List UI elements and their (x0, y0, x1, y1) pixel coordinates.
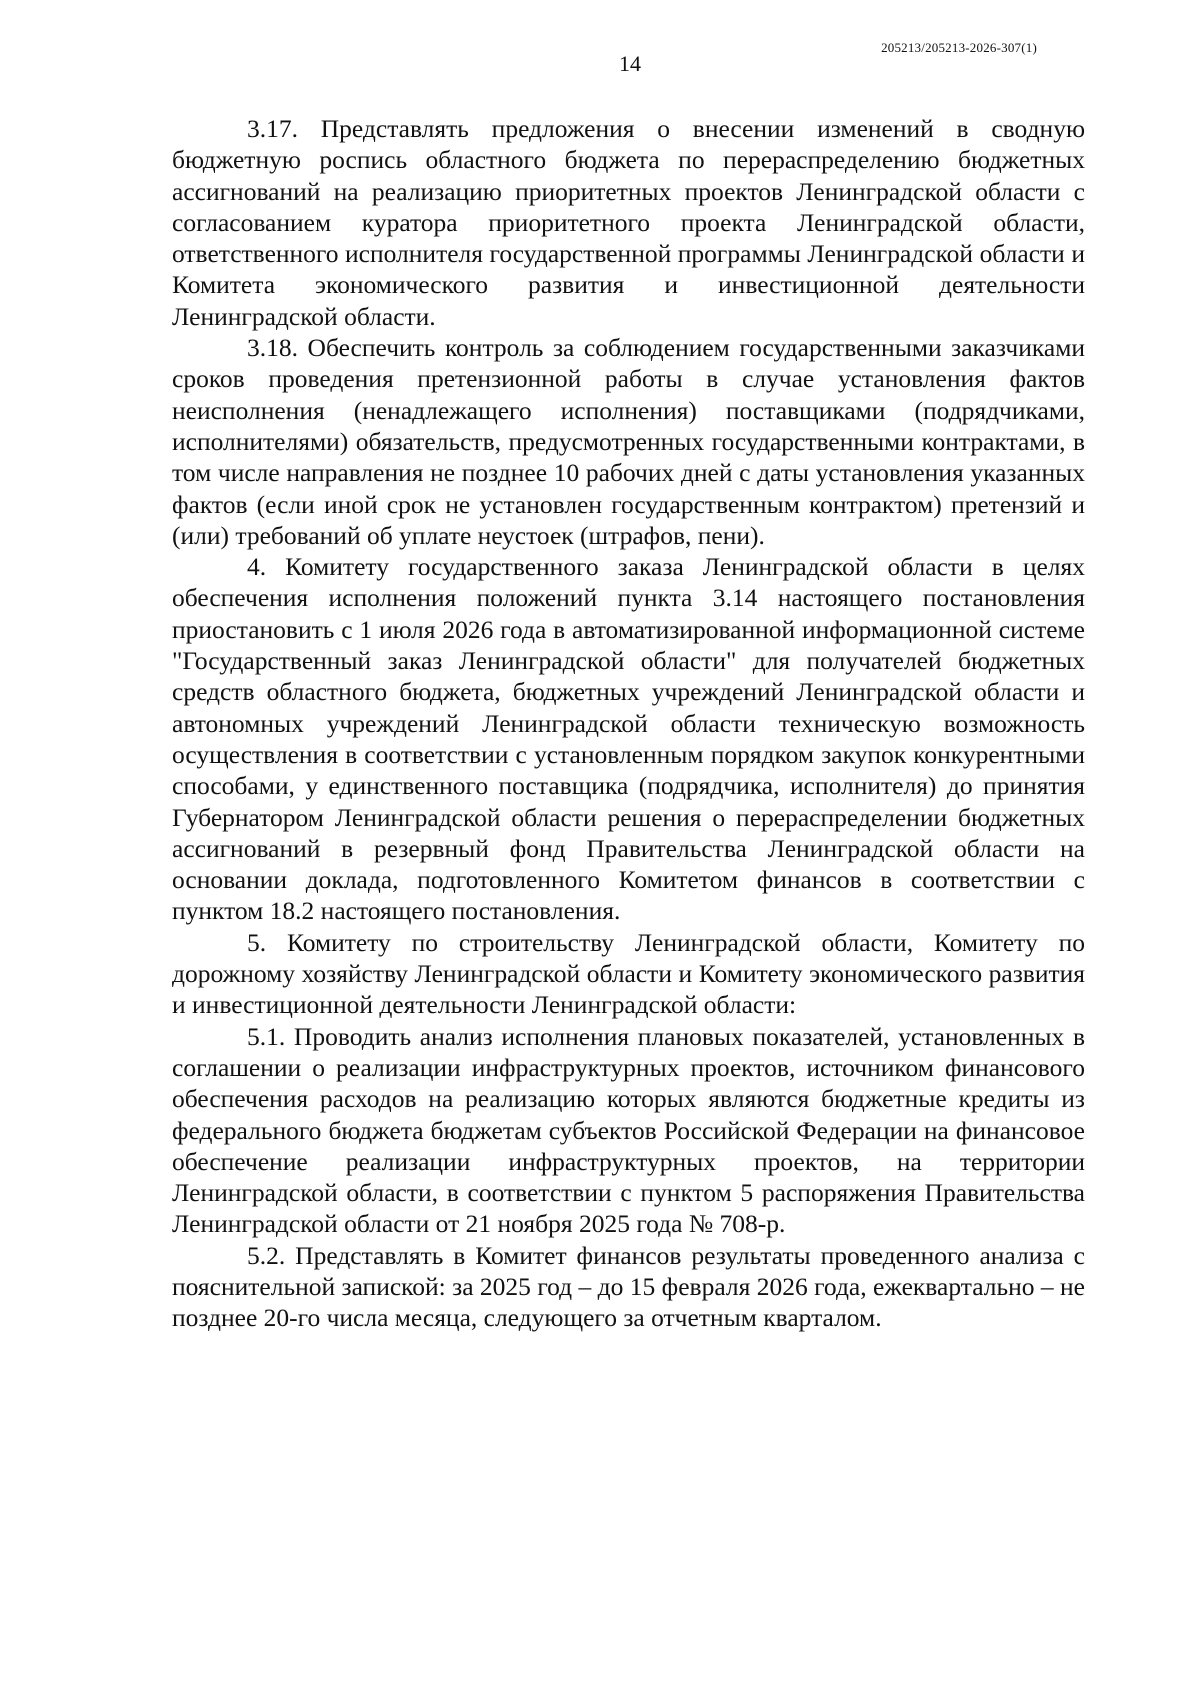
paragraph-3-18: 3.18. Обеспечить контроль за соблюдением государственными заказчиками сроков проведения претензионной работы в случае установления фактов неисполнения (ненадлежащего исполнения) поставщиками (подрядчиками, исполнителями) обязательств, предусмотренных государственными контрактами, в том числе направления не позднее 10 рабочих дней с даты установления указанных фактов (если иной срок не установлен государственным контрактом) претензий и (или) требований об уплате неустоек (штрафов, пени). (172, 333, 1085, 550)
document-body (172, 113, 1085, 1334)
paragraph-4: 4. Комитету государственного заказа Ленинградской области в целях обеспечения исполнения положений пункта 3.14 настоящего постановления приостановить с 1 июля 2026 года в автоматизированной информационной системе "Государственный заказ Ленинградской области" для получателей бюджетных средств областного бюджета, бюджетных учреждений Ленинградской области и автономных учреждений Ленинградской области техническую возможность осуществления в соответствии с установленным порядком закупок конкурентными способами, у единственного поставщика (подрядчика, исполнителя) до принятия Губернатором Ленинградской области решения о перераспределении бюджетных ассигнований в резервный фонд Правительства Ленинградской области на основании доклада, подготовленного Комитетом финансов в соответствии с пунктом 18.2 настоящего постановления. (172, 552, 1085, 926)
paragraph-5: 5. Комитету по строительству Ленинградской области, Комитету по дорожному хозяйству Ленинградской области и Комитету экономического развития и инвестиционной деятельности Ленинградской области: (172, 927, 1085, 1020)
paragraph-5-1: 5.1. Проводить анализ исполнения плановых показателей, установленных в соглашении о реализации инфраструктурных проектов, источником финансового обеспечения расходов на реализацию которых являются бюджетные кредиты из федерального бюджета бюджетам субъектов Российской Федерации на финансовое обеспечение реализации инфраструктурных проектов, на территории Ленинградской области, в соответствии с пунктом 5 распоряжения Правительства Ленинградской области от 21 ноября 2025 года № 708-р. (172, 1021, 1085, 1239)
paragraph-3-17: 3.17. Представлять предложения о внесении изменений в сводную бюджетную роспись областного бюджета по перераспределению бюджетных ассигнований на реализацию приоритетных проектов Ленинградской области с согласованием куратора приоритетного проекта Ленинградской области, ответственного исполнителя государственной программы Ленинградской области и Комитета экономического развития и инвестиционной деятельности Ленинградской области. (172, 114, 1085, 331)
document-registration-number: 205213/205213-2026-307(1) (881, 40, 1037, 55)
paragraph-5-2: 5.2. Представлять в Комитет финансов результаты проведенного анализа с пояснительной запиской: за 2025 год – до 15 февраля 2026 года, ежеквартально – не позднее 20-го числа месяца, следующего за отчетным кварталом. (172, 1240, 1085, 1333)
page-number: 14 (619, 51, 641, 76)
